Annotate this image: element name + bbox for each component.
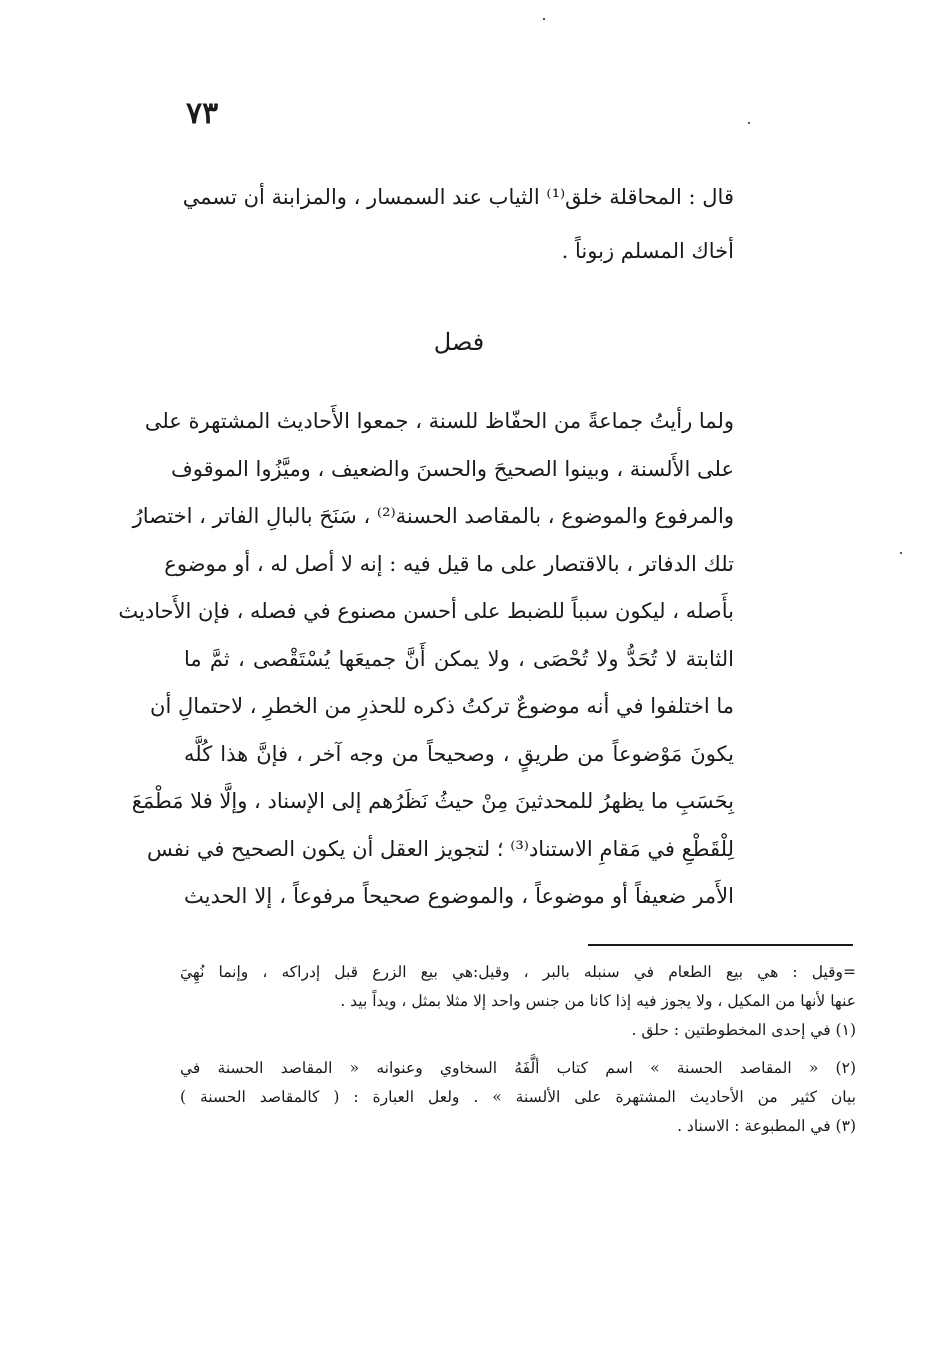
text-line: والمرفوع والموضوع ، بالمقاصد الحسنة⁽²⁾ ، سَنَحَ بالبالِ الفاتر ، اختصارُ — [132, 504, 734, 528]
scan-speck — [748, 122, 750, 124]
text-line: يكونَ مَوْضوعاً من طريقٍ ، وصحيحاً من وجه آخر ، فإنَّ هذا كُلَّه — [184, 741, 734, 766]
text-line: الأَمر ضعيفاً أو موضوعاً ، والموضوع صحيحاً مرفوعاً ، إلا الحديث — [184, 884, 734, 908]
footnote-continuation-line: عنها لأنها من المكيل ، ولا يجوز فيه إذا كانا من جنس واحد إلا مثلا بمثل ، ويداً بيد . — [340, 992, 856, 1010]
footnote-3: (٣) في المطبوعة : الاسناد . — [677, 1117, 856, 1135]
text-line: تلك الدفاتر ، بالاقتصار على ما قيل فيه : إنه لا أصل له ، أو موضوع — [164, 551, 734, 576]
footnotes — [180, 958, 856, 1141]
text-line: على الأَلسنة ، وبينوا الصحيحَ والحسنَ والضعيف ، وميَّزُوا الموقوف — [170, 456, 734, 481]
text-line: الثابتة لا تُحَدُّ ولا تُحْصَى ، ولا يمكن أَنَّ جميعَها يُسْتَقْصى ، ثمَّ ما — [184, 646, 734, 671]
footnote-1: (١) في إحدى المخطوطتين : حلق . — [631, 1021, 856, 1039]
text-line: أخاك المسلم زبوناً . — [561, 239, 734, 263]
intro-paragraph — [184, 170, 734, 278]
section-heading: فصل — [433, 328, 485, 356]
footnote-separator — [588, 944, 853, 946]
main-paragraph — [118, 398, 734, 921]
text-line: لِلْقَطْعِ في مَقامِ الاستناد⁽³⁾ ؛ لتجويز العقل أن يكون الصحيح في نفس — [147, 836, 734, 861]
text-line: بأَصله ، ليكون سبباً للضبط على أحسن مصنوع في فصله ، فإن الأَحاديث — [118, 599, 734, 623]
text-line: ولما رأيتُ جماعةً من الحفّاظ للسنة ، جمعوا الأَحاديث المشتهرة على — [144, 409, 734, 433]
scan-speck — [900, 552, 902, 554]
footnote-2-line: بيان كثير من الأحاديث المشتهرة على الألسنة » . ولعل العبارة : ( كالمقاصد الحسنة ) — [180, 1088, 856, 1106]
text-line: بِحَسَبِ ما يظهرُ للمحدثينَ مِنْ حيثُ نَظَرُهم إلى الإسناد ، وإلَّا فلا مَطْمَعَ — [131, 789, 734, 813]
text-line: قال : المحاقلة خلق⁽¹⁾ الثياب عند السمسار ، والمزابنة أن تسمي — [182, 185, 734, 209]
footnote-gap — [180, 1045, 856, 1054]
page-number: ٧٣ — [186, 96, 219, 131]
scan-speck — [543, 18, 545, 20]
footnote-2-line: (٢) « المقاصد الحسنة » اسم كتاب ألَّفَهُ السخاوي وعنوانه « المقاصد الحسنة في — [180, 1059, 856, 1077]
footnote-continuation-line: =وقيل : هي بيع الطعام في سنبله بالبر ، وقيل:هي بيع الزرع قبل إدراكه ، وإنما نُهِيَ — [180, 963, 856, 981]
text-line: ما اختلفوا في أنه موضوعٌ تركتُ ذكره للحذرِ من الخطرِ ، لاحتمالِ أن — [150, 694, 734, 718]
